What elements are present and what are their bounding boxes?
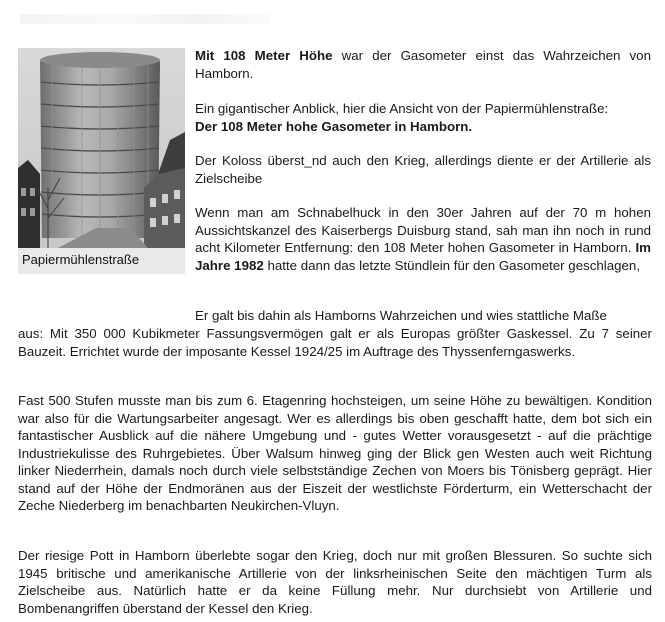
photo-figure [18,48,185,274]
paragraph-1-bold: Mit 108 Meter Höhe [195,48,333,63]
paragraph-4-text: Wenn man am Schnabelhuck in den 30er Jahren auf der 70 m hohen Aussichtskanzel des Kaiserbergs Duisburg stand, sah man ihn noch in rund acht Kilometer Entfernung: den 108 Meter hohen Gasometer in Hamborn. [195,205,651,255]
paragraph-1 [195,47,651,82]
photo-caption: Papiermühlenstraße [22,252,140,267]
paragraph-2 [195,100,651,135]
paragraph-6-text: Fast 500 Stufen musste man bis zum 6. Etagenring hochsteigen, um seine Höhe zu bewältigen. Kondition war also für die Wartungsarbeiter angesagt. Wer es allerdings bis oben geschafft hatte, dem bot sich ein fantastischer Ausblick auf die nähere Umgebung und - gutes Wetter vorausgesetzt - auf die prächtige Industriekulisse des Ruhrgebietes. Über Walsum hinweg ging der Blick gen Westen auch weit Richtung linker Niederrhein, damals noch durch viele selbstständige Zechen von Moers bis Tönisberg geprägt. Hier stand auf der Höhe der Endmoränen aus der Eiszeit der westlichste Förderturm, ein Wetterschacht der Zeche Niederberg im benachbarten Neukirchen-Vluyn. [18,393,652,513]
paragraph-5-first-line [195,307,651,325]
paragraph-3-text: Der Koloss überst_nd auch den Krieg, allerdings diente er der Artillerie als Zielscheibe [195,153,651,186]
paragraph-5-first: Er galt bis dahin als Hamborns Wahrzeichen und wies stattliche Maße [195,308,607,323]
paragraph-2-text: Ein gigantischer Anblick, hier die Ansicht von der Papiermühlenstraße: [195,101,609,116]
paragraph-4 [195,204,651,274]
paragraph-3 [195,152,651,187]
gasometer-photo [18,48,185,248]
paragraph-6 [18,392,652,515]
paragraph-1-text: war der Gasometer einst das Wahrzeichen von Hamborn. [195,48,651,81]
paragraph-2-bold: Der 108 Meter hohe Gasometer in Hamborn. [195,118,473,134]
paragraph-4-rest: hatte dann das letzte Stündlein für den Gasometer geschlagen, [263,257,641,273]
paragraph-5-rest: aus: Mit 350 000 Kubikmeter Fassungsvermögen galt er als Europas größter Gaskessel. Zu 7 seiner Bauzeit. Errichtet wurde der imposante Kessel 1924/25 im Auftrage des Thyssenferngaswerks. [18,326,652,359]
paragraph-7-text: Der riesige Pott in Hamborn überlebte sogar den Krieg, doch nur mit großen Blessuren. So suchte sich 1945 britische und amerikanische Artillerie von der linksrheinischen Seite den mächtigen Turm als Zielscheibe aus. Natürlich hatte er da keine Füllung mehr. Nur durchsiebt von Artillerie und Bombenangriffen überstand der Kessel den Krieg. [18,548,652,616]
paragraph-7 [18,547,652,617]
paragraph-5 [18,325,652,360]
header-smudge [20,14,270,24]
paragraph-4-bold: Im Jahre 1982 [195,240,651,273]
